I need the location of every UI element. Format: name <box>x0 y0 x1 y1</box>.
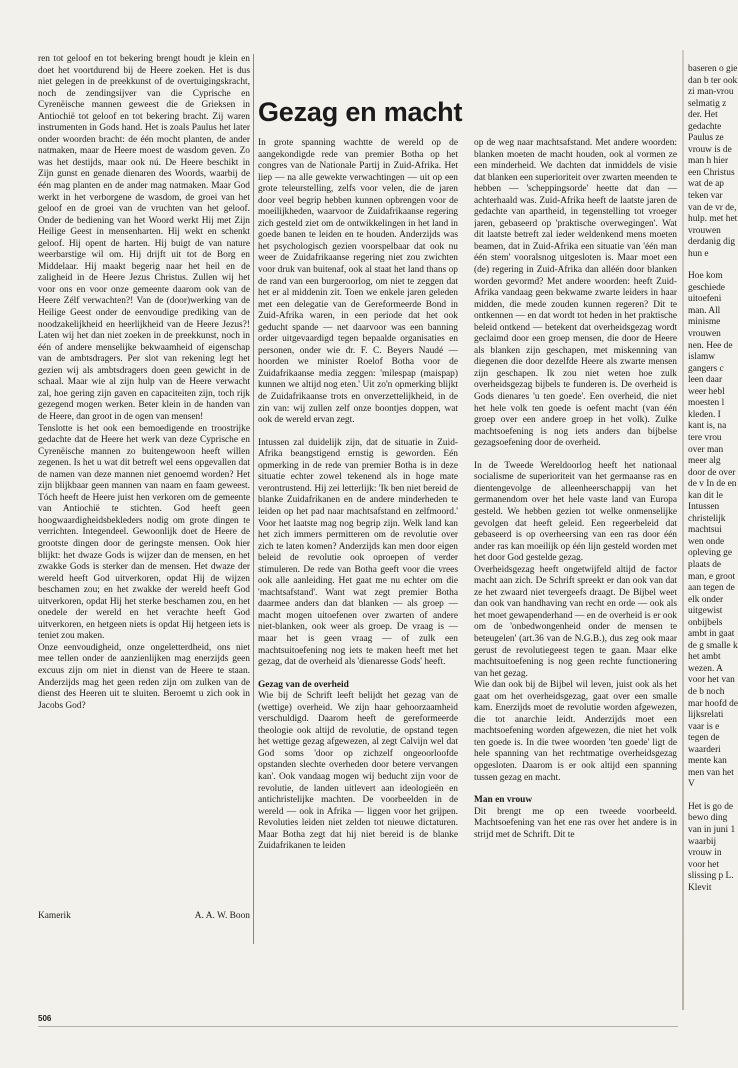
paragraph: Hoe kom geschiede uitoefeni man. All minisme vrouwen nen. Hee de islamw gangers c leen daar weer hebl moesten l kleden. I kant is, na tere vrou over man meer alg door de over de v In de en kan dit le Intussen christelijk machtsui wen onde opleving ge plaats de man, e groot aan tegen de elk onder uitgewist onbijbels ambt in gaat de g smalle k het ambt wezen. A voor het van de b noch mar hoofd de lijksrelati vaar is e tegen de waarderi mente kan men van het V <box>688 271 738 790</box>
page-number: 506 <box>38 1014 52 1023</box>
paragraph: Intussen zal duidelijk zijn, dat de situatie in Zuid-Afrika beangstigend ernstig is geworden. Eén opmerking in de rede van premier Botha is in deze situatie echter zowel tekenend als in hoge mate verontrustend. Hij zei letterlijk: 'Ik ben niet bereid de blanke Zuidafrikanen en de andere minderheden te leiden op het pad naar machtsafstand en zelfmoord.' Voor het laatste mag nog begrip zijn. Welk land kan het zich immers permitteren om de revolutie over zich te laten komen? Anderzijds kan men door eigen beleid de revolutie ook oproepen of verder stimuleren. De rede van Botha geeft voor die vrees ook alle aanleiding. Het gaat me nu echter om die 'machtsafstand'. Want wat zegt premier Botha daarmee anders dan dat blanken — als groep — macht mogen uitoefenen over zwarten of andere niet-blanken, ook weer als groep. De vraag is — maar het is geen vraag — of zulk een machtsuitoefening nog iets te maken heeft met het gezag, dat de overheid als 'dienaresse Gods' heeft. <box>258 437 458 668</box>
paragraph: op de weg naar machtsafstand. Met andere woorden: blanken moeten de macht houden, ook al vormen ze een minderheid. We dachten dat inmiddels de visie dat blanken een superioriteit over zwarten meenden te hebben — 'scheppingsorde' heette dat dan — achterhaald was. Zuid-Afrika heeft de laatste jaren de gedachte van apartheid, in tegenstelling tot vroeger jaren, gebaseerd op 'praktische overwegingen'. Wat dit laatste betreft zal ieder weldenkend mens moeten beamen, dat in Zuid-Afrika een situatie van 'één man één stem' vooralsnog uitgesloten is. Maar moet een (de) regering in Zuid-Afrika dan alléén door blanken worden gevormd? Met andere woorden: heeft Zuid-Afrika vandaag geen bekwame zwarte leiders in haar midden, die mede zouden kunnen regeren? Dit te ontkennen — en dat wordt tot heden in het praktische beleid ontkend — betekent dat overheidsgezag wordt geclaimd door een groep mensen, die door de Heere als blanken zijn geschapen, met miskenning van diegenen die door dezelfde Heere als zwarte mensen zijn geschapen. Ik zou niet weten hoe zulk overheidsgezag bijbels te funderen is. De overheid is Gods dienares 'u ten goede'. Een overheid, die niet het hele volk ten goede is oefent macht (van één groep over een andere groep in het volk). Zulke machtsoefening is nog iets anders dan bijbelse gezagsoefening door de overheid. <box>474 138 677 449</box>
signature-author: A. A. W. Boon <box>194 911 250 921</box>
paragraph: In de Tweede Wereldoorlog heeft het nationaal socialisme de superioriteit van het germaanse ras en dientengevolge de alleenheerschappij van het germanendom over het hele vaste land van Europa gesteld. We hebben gezien tot welke onmenselijke gevolgen dat heeft geleid. Een regeerbeleid dat gebaseerd is op overheersing van een ras door één ander ras kan moeilijk op één lijn gesteld worden met het door God gestelde gezag. <box>474 460 677 564</box>
section-heading: Man en vrouw <box>474 795 533 806</box>
paragraph: Overheidsgezag heeft ongetwijfeld altijd de factor macht aan zich. De Schrift spreekt er dan ook van dat ze het zwaard niet tevergeefs draagt. De Bijbel weet dan ook van handhaving van recht en orde — ook als het moet gewapenderhand — en de overheid is er ook om de 'onbedwongenheid onder de mensen te beteugelen' (art.36 van de N.G.B.), dus zeg ook maar gerust de revolutiegeest tegen te gaan. Maar elke machtsuitoefening is nog geen rechte functionering van het gezag. <box>474 564 677 679</box>
paragraph: Tenslotte is het ook een bemoedigende en troostrijke gedachte dat de Heere het werk van deze Cyprische en Cyrenëische mannen zo buitengewoon heeft willen zegenen. Is het u wat dit betreft wel eens opgevallen dat de namen van deze mannen niet genoemd worden? Het zijn blijkbaar geen mannen van naam en faam geweest. Tóch heeft de Heere juist hen verkoren om de gemeente van Antiochië te stichten. God heeft geen hoogwaardigheidsbekleders nodig om grote dingen te verrichten. Integendeel. Gewoonlijk doet de Heere de grootste dingen door de geringste mensen. Ook hier blijkt: het dwaze Gods is wijzer dan de mensen, en het zwakke Gods is sterker dan de mensen. Het dwaze der wereld heeft God uitverkoren, opdat Hij de wijzen beschamen zou; en het zwakke der wereld heeft God uitverkoren, opdat Hij het sterke beschamen zou, en het onedele der wereld en het verachte heeft God uitverkoren, en hetgeen niets is opdat Hij hetgeen iets is teniet zou maken. <box>38 423 250 642</box>
page-fold-edge <box>682 50 684 1010</box>
column-divider <box>253 54 254 944</box>
paragraph: baseren o gie dan b ter ook zi man-vrou selmatig z der. Het gedachte Paulus ze vrouw is de man h hier een Christus wat de ap teken var van de vr de, hulp. met het vrouwen derdanig dig hun e <box>688 64 738 259</box>
article-title: Gezag en macht <box>258 97 463 127</box>
middle-column <box>258 138 458 938</box>
signature-line <box>38 910 250 922</box>
paragraph: Het is go de bewo ding van in juni 1 waarbij vrouw in voor het slissing p L. Klevit <box>688 801 736 893</box>
paragraph: Wie bij de Schrift leeft belijdt het gezag van de (wettige) overheid. We zijn haar gehoorzaamheid verschuldigd. Daarom heeft de gereformeerde theologie ook altijd de revolutie, de opstand tegen het wettige gezag afgewezen, al zegt Calvijn wel dat God soms 'door op zichzelf ongeoorloofde opstanden slechte overheden door betere vervangen kan'. Ook vandaag mogen wij beducht zijn voor de revolutie, de landen uitlevert aan ideologieën en antichristelijke machten. De voorbeelden in de wereld — ook in Afrika — liggen voor het grijpen. Revoluties leiden niet zelden tot nieuwe dictaturen. Maar Botha zegt dat hij niet bereid is de blanke Zuidafrikanen te leiden <box>258 691 458 852</box>
signature-place: Kamerik <box>38 911 71 921</box>
right-column <box>474 138 677 938</box>
paragraph: Onze eenvoudigheid, onze ongeletterdheid, ons niet mee tellen onder de aanzienlijken mag enerzijds geen excuus zijn om niet in dienst van de Heere te staan. Anderzijds mag het geen reden zijn om zulken van de dienst des Heeren uit te sluiten. Beroemt u zich ook in Jacobs God? <box>38 642 250 711</box>
paragraph: In grote spanning wachtte de wereld op de aangekondigde rede van premier Botha op het congres van de Nationale Partij in Zuid-Afrika. Het liep — na alle gewekte verwachtingen — uit op een grote teleurstelling, zelfs voor velen, die de jaren door veel begrip hebben kunnen opbrengen voor de moeilijkheden, waarvoor de Zuidafrikaanse regering zich gesteld ziet om de ontwikkelingen in het land in goede banen te leiden en te houden. Anderzijds was het psychologisch gezien voorspelbaar dat ook nu weer de Zuidafrikaanse regering niet zou zwichten voor druk van buitenaf, ook al staat het land thans op de rand van een burgeroorlog, om niet te zeggen dat het er al middenin zit. Toen we enkele jaren geleden met een delegatie van de Gereformeerde Bond in Zuid-Afrika waren, in een periode dat het ook geducht spande — net daarvoor was een banning order uitgevaardigd tegen bepaalde organisaties en personen, onder wie dr. F. C. Beyers Naudé — hoorden we minister Roelof Botha voor de Zuidafrikaanse media zeggen: 'milespap (maispap) kunnen we altijd nog eten.' Uit zo'n opmerking blijkt de Zuidafrikaanse trots en onverzettelijkheid, in de zin van: wij zullen zelf onze boontjes doppen, wat ook de wereld ervan zegt. <box>258 138 458 426</box>
paragraph: ren tot geloof en tot bekering brengt houdt je klein en doet het voortdurend bij de Heere zoeken. Het is dus niet gelegen in de preekkunst of de overtuigingskracht, noch de zendingsijver van die Cyprische en Cyrenëische mannen geweest die de Grieksen in Antiochië tot geloof en tot bekering bracht. Zij waren instrumenten in Gods hand. Het is zoals Paulus het later onder woorden bracht: de één mocht planten, de ander natmaken, maar de Heere moest de wasdom geven. Zo was het destijds, maar ook nú. De Heere beschikt in Zijn gunst en genade dienaren des Woords, waarbij de één mag planten en de ander mag natmaken. Maar God werkt in het verborgene de wasdom, de groei van het geloof en de groei van de vruchten van het geloof. Onder de bediening van het Woord werkt Hij met Zijn Heilige Geest in mensenharten. Hij wekt en schenkt geloof. Hij opent de harten. Hij buigt de van nature weerbarstige wil om. Hij drijft uit tot de Borg en Middelaar. Hij maakt begerig naar het heil en de zaligheid in de Heere Jezus Christus. Zullen wij het voor ons en voor onze gemeente daarom ook van de Heere Zélf verwachten?! Van de (door)werking van de Heilige Geest onder de eenvoudige prediking van de noodzakelijkheid en heerlijkheid van de Heere Jezus?! Laten wij het dan niet zoeken in de preekkunst, noch in één of andere menselijke bekwaamheid of eigenschap van de ambtsdragers. Per slot van rekening legt het gezien wij als ambtsdragers doen geen gewicht in de schaal. Maar wie al zijn hulp van de Heere verwacht zal, hoe gering zijn gaven en capaciteiten zijn, toch rijk gezegend mogen werken. Beter klein in de handen van de Heere, dan groot in de ogen van mensen! <box>38 54 250 422</box>
section-heading: Gezag van de overheid <box>258 679 349 690</box>
next-page-column-fragment <box>688 64 738 944</box>
paragraph: Wie dan ook bij de Bijbel wil leven, juist ook als het gaat om het overheidsgezag, gaat over een smalle kam. Enerzijds moet de revolutie worden afgewezen, die tot anarchie leidt. Anderzijds moet een machtsoefening worden afgewezen, die niet het volk ten goede is. In die twee woorden 'ten goede' ligt de hele spanning van het rechtmatige overheidsgezag opgesloten. Daarom is er ook altijd een spanning tussen gezag en macht. <box>474 680 677 783</box>
footer-rule <box>38 1026 678 1027</box>
paragraph: Dit brengt me op een tweede voorbeeld. Machtsoefening van het ene ras over het andere is in strijd met de Schrift. Dit te <box>474 806 677 840</box>
left-column <box>38 54 250 934</box>
